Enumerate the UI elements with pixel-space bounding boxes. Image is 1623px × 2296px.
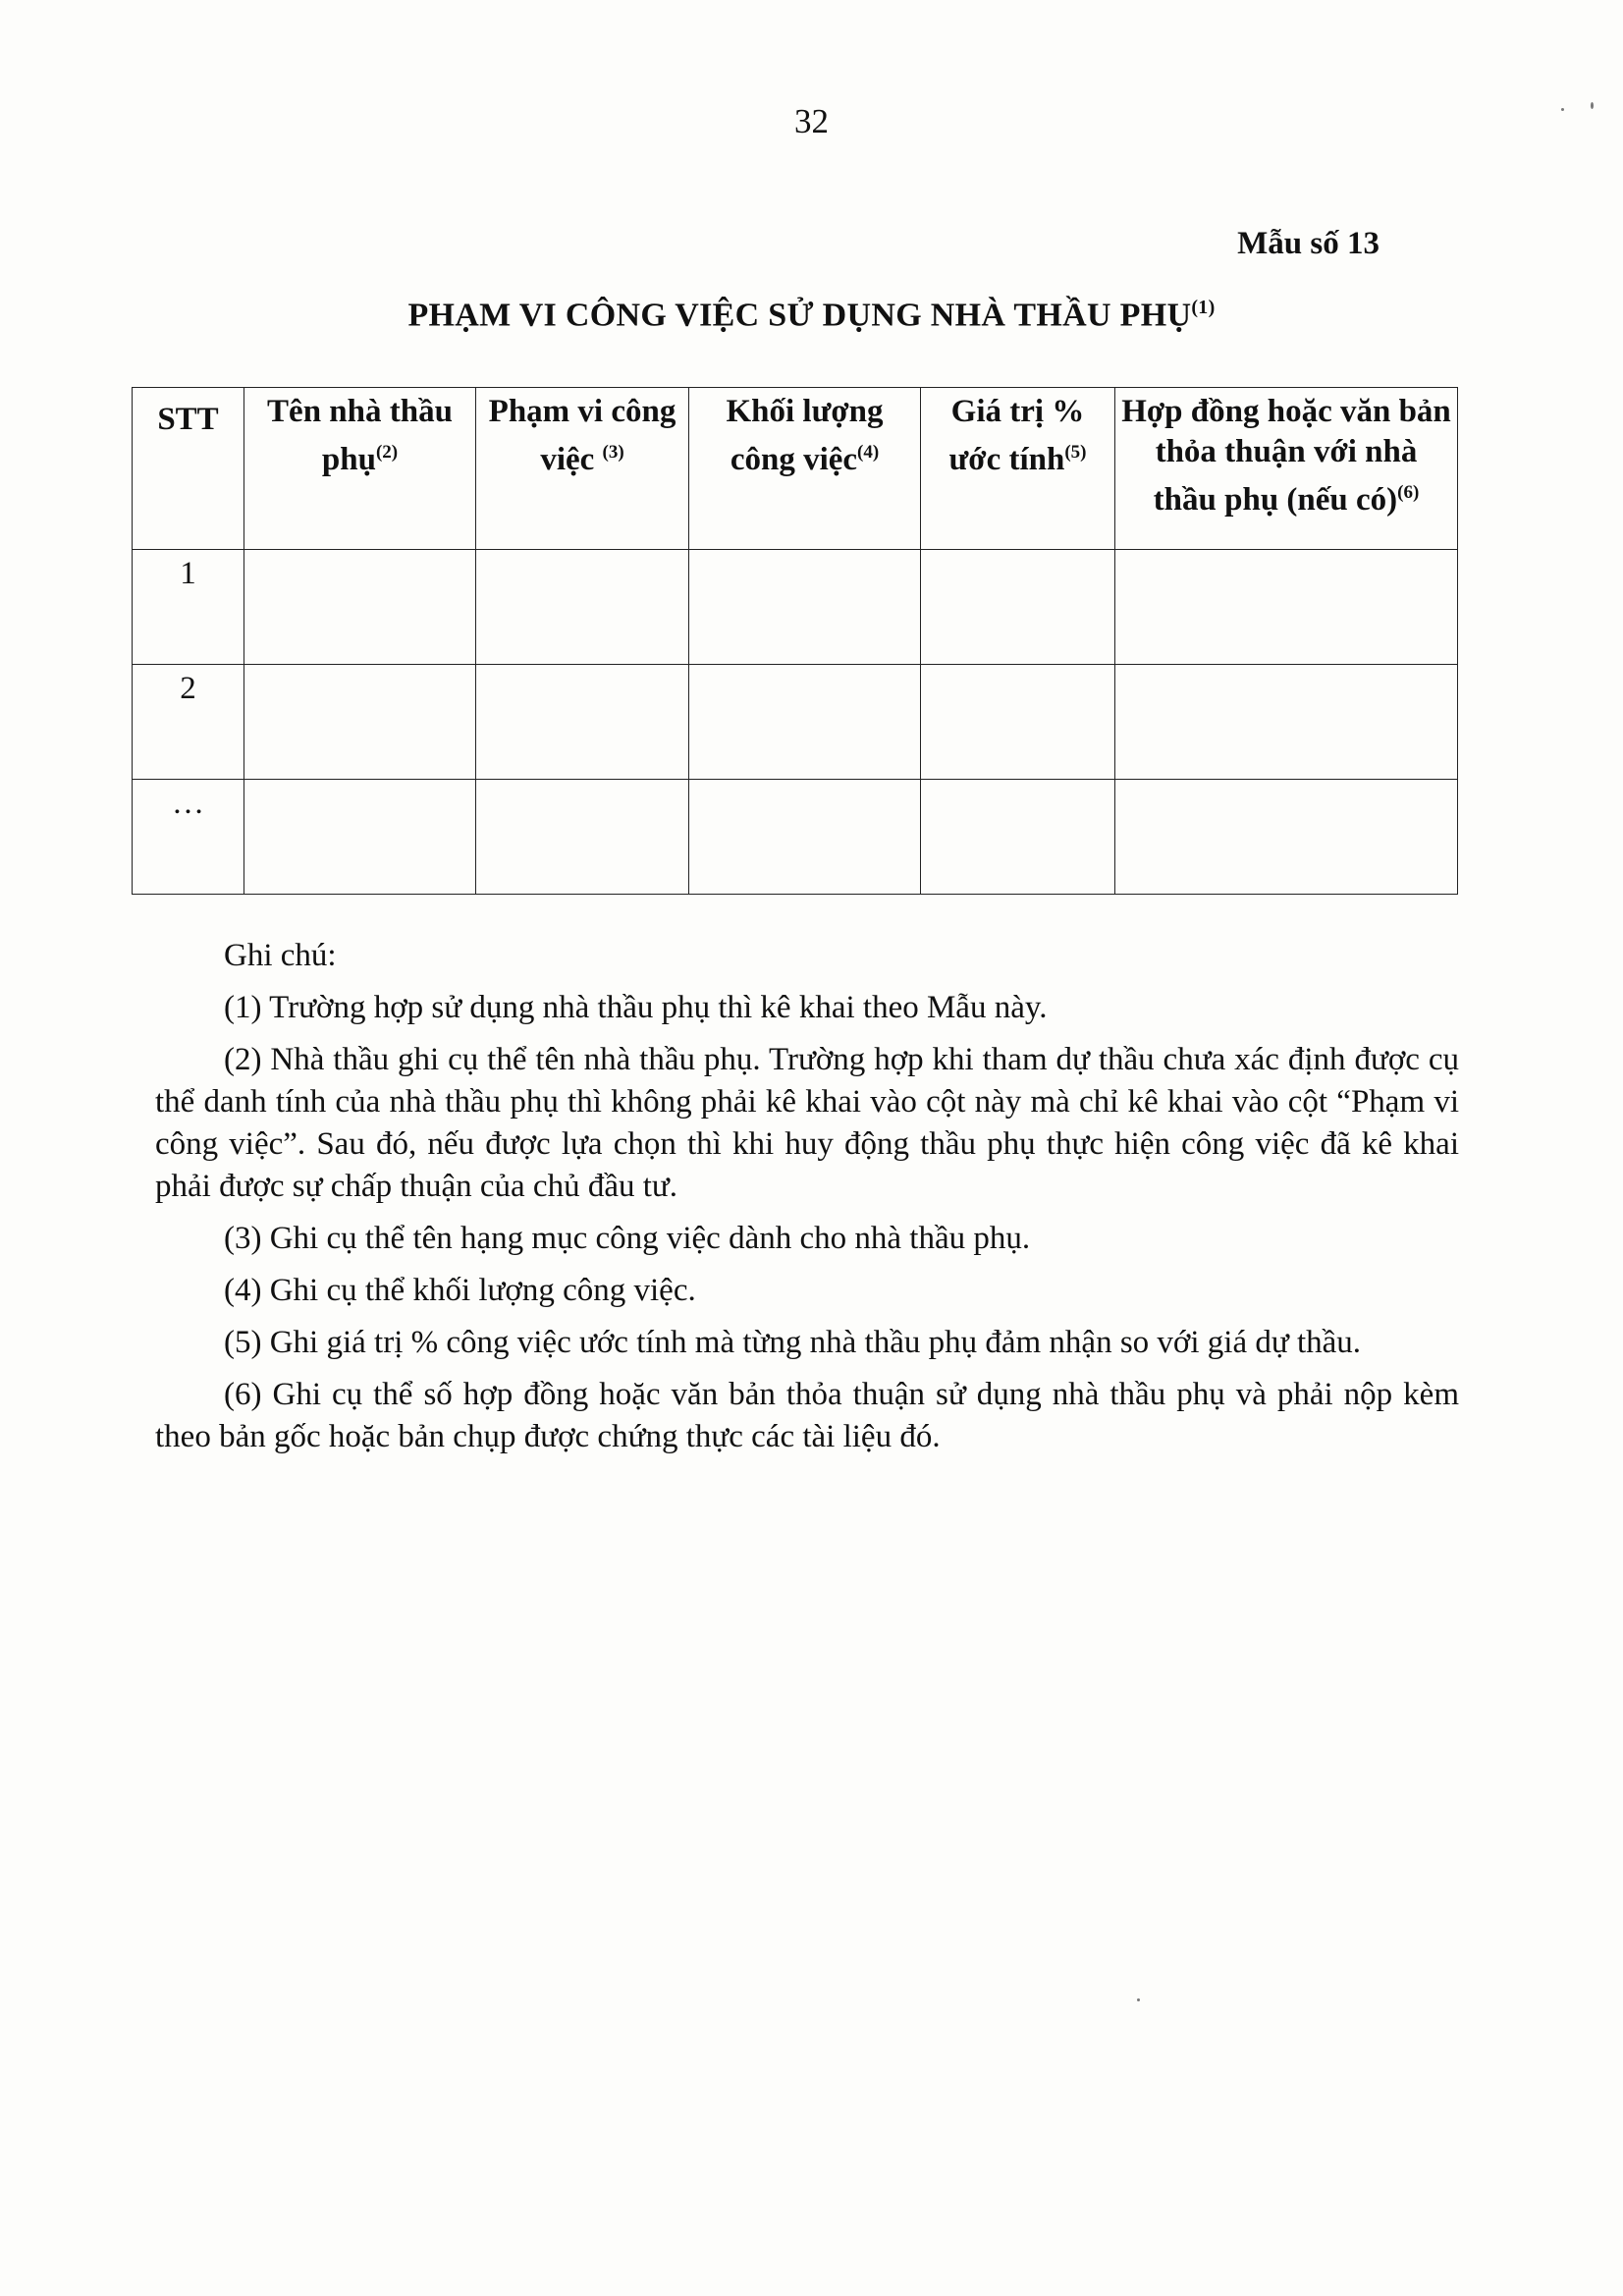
cell-work-scope[interactable]: [476, 550, 689, 665]
header-footnote: (5): [1064, 442, 1087, 463]
scan-speck: [1561, 108, 1564, 111]
document-title: [0, 297, 1623, 334]
notes-section: [155, 935, 1459, 1468]
document-title-text: PHẠM VI CÔNG VIỆC SỬ DỤNG NHÀ THẦU PHỤ: [407, 297, 1192, 334]
header-stt: [133, 388, 244, 550]
header-label: Giá trị % ước tính: [948, 394, 1085, 477]
header-label: Phạm vi công việc: [488, 394, 676, 477]
row-stt: 1: [133, 550, 244, 665]
header-work-scope: [476, 388, 689, 550]
cell-subcontractor-name[interactable]: [244, 550, 476, 665]
note-item: (6) Ghi cụ thể số hợp đồng hoặc văn bản thỏa thuận sử dụng nhà thầu phụ và phải nộp kèm theo bản gốc hoặc bản chụp được chứng thực các tài liệu đó.: [155, 1377, 1459, 1454]
cell-work-scope[interactable]: [476, 780, 689, 895]
note-item: (2) Nhà thầu ghi cụ thể tên nhà thầu phụ. Trường hợp khi tham dự thầu chưa xác định được cụ thể danh tính của nhà thầu phụ thì không phải kê khai vào cột này mà chỉ kê khai vào cột “Phạm vi công việc”. Sau đó, nếu được lựa chọn thì khi huy động thầu phụ thực hiện công việc đã kê khai phải được sự chấp thuận của chủ đầu tư.: [155, 1042, 1459, 1204]
note-item: (1) Trường hợp sử dụng nhà thầu phụ thì kê khai theo Mẫu này.: [224, 990, 1048, 1025]
header-subcontractor-name: [244, 388, 476, 550]
cell-work-volume[interactable]: [689, 665, 921, 780]
subcontractor-table: [132, 387, 1458, 895]
table-row: [133, 780, 1458, 895]
cell-contract-agreement[interactable]: [1115, 550, 1458, 665]
header-footnote: (4): [857, 442, 880, 463]
header-label: STT: [157, 402, 219, 437]
header-label: Tên nhà thầu phụ: [267, 394, 453, 477]
document-title-footnote: (1): [1191, 297, 1216, 318]
header-estimated-value: [921, 388, 1115, 550]
cell-work-volume[interactable]: [689, 780, 921, 895]
row-stt: …: [133, 780, 244, 895]
note-item: (5) Ghi giá trị % công việc ước tính mà từng nhà thầu phụ đảm nhận so với giá dự thầu.: [224, 1325, 1362, 1360]
table-row: [133, 665, 1458, 780]
cell-contract-agreement[interactable]: [1115, 780, 1458, 895]
scan-speck: [1591, 102, 1594, 109]
cell-work-scope[interactable]: [476, 665, 689, 780]
header-footnote: (2): [375, 442, 399, 463]
header-contract-agreement: [1115, 388, 1458, 550]
header-footnote: (6): [1397, 482, 1420, 503]
table-header-row: [133, 388, 1458, 550]
cell-estimated-value[interactable]: [921, 780, 1115, 895]
row-stt: 2: [133, 665, 244, 780]
cell-subcontractor-name[interactable]: [244, 665, 476, 780]
cell-contract-agreement[interactable]: [1115, 665, 1458, 780]
header-footnote: (3): [602, 442, 624, 463]
form-number: Mẫu số 13: [1237, 226, 1380, 261]
cell-work-volume[interactable]: [689, 550, 921, 665]
scan-speck: [1137, 1998, 1140, 2001]
cell-subcontractor-name[interactable]: [244, 780, 476, 895]
table-row: [133, 550, 1458, 665]
header-work-volume: [689, 388, 921, 550]
page-number: 32: [794, 102, 829, 140]
cell-estimated-value[interactable]: [921, 550, 1115, 665]
notes-title: Ghi chú:: [224, 938, 337, 973]
note-item: (3) Ghi cụ thể tên hạng mục công việc dành cho nhà thầu phụ.: [224, 1221, 1031, 1256]
header-label: Khối lượng công việc: [726, 394, 884, 477]
note-item: (4) Ghi cụ thể khối lượng công việc.: [224, 1273, 696, 1308]
cell-estimated-value[interactable]: [921, 665, 1115, 780]
header-label: Hợp đồng hoặc văn bản thỏa thuận với nhà thầu phụ (nếu có): [1121, 394, 1451, 518]
